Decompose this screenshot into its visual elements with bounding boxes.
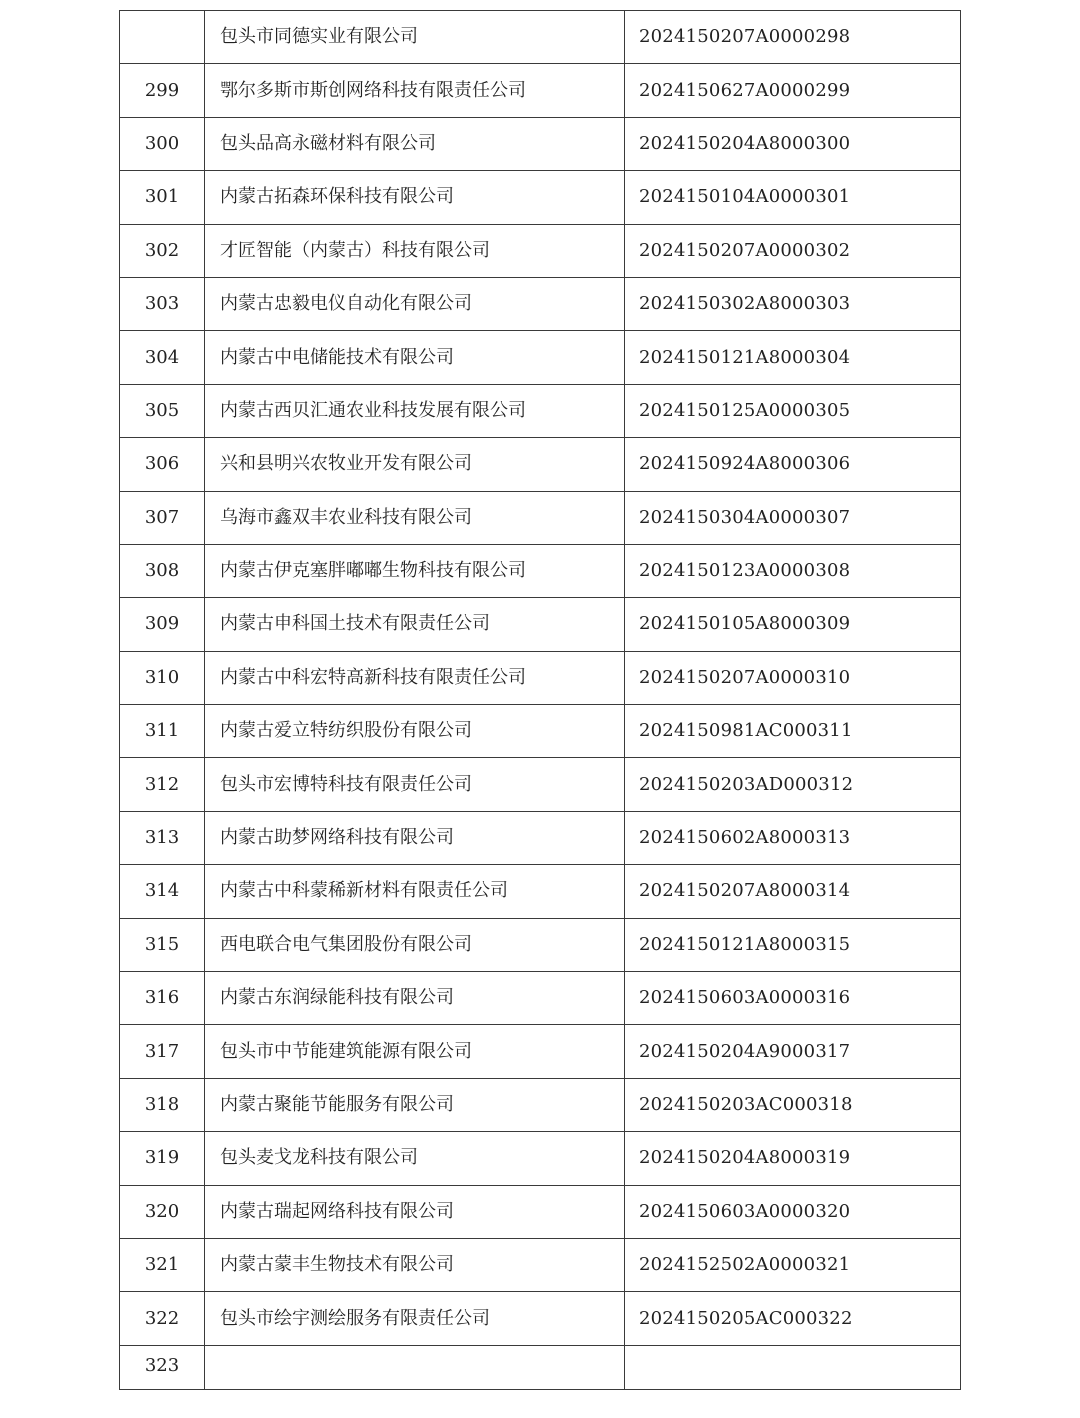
company-name: 内蒙古中科宏特高新科技有限责任公司 xyxy=(205,651,625,704)
table-row xyxy=(120,11,961,64)
table-row xyxy=(120,1132,961,1185)
table-row xyxy=(120,972,961,1025)
row-number: 318 xyxy=(120,1078,205,1131)
table-row xyxy=(120,331,961,384)
registration-code: 2024150603A0000320 xyxy=(625,1185,961,1238)
table-row xyxy=(120,1238,961,1291)
company-name: 包头麦戈龙科技有限公司 xyxy=(205,1132,625,1185)
company-name xyxy=(205,1345,625,1389)
company-name: 包头市绘宇测绘服务有限责任公司 xyxy=(205,1292,625,1345)
row-number: 317 xyxy=(120,1025,205,1078)
table-row xyxy=(120,438,961,491)
row-number: 319 xyxy=(120,1132,205,1185)
registration-code: 2024150603A0000316 xyxy=(625,972,961,1025)
registration-code: 2024150123A0000308 xyxy=(625,544,961,597)
table-row xyxy=(120,277,961,330)
company-name: 内蒙古申科国土技术有限责任公司 xyxy=(205,598,625,651)
table-row xyxy=(120,598,961,651)
registration-code: 2024150204A8000300 xyxy=(625,117,961,170)
row-number: 323 xyxy=(120,1345,205,1389)
company-name: 内蒙古忠毅电仪自动化有限公司 xyxy=(205,277,625,330)
table-row xyxy=(120,1025,961,1078)
table-row xyxy=(120,384,961,437)
company-name: 包头市中节能建筑能源有限公司 xyxy=(205,1025,625,1078)
company-name: 内蒙古蒙丰生物技术有限公司 xyxy=(205,1238,625,1291)
registration-code: 2024150205AC000322 xyxy=(625,1292,961,1345)
row-number: 312 xyxy=(120,758,205,811)
company-name: 包头市宏博特科技有限责任公司 xyxy=(205,758,625,811)
company-name: 内蒙古聚能节能服务有限公司 xyxy=(205,1078,625,1131)
row-number xyxy=(120,11,205,64)
registration-code: 2024150104A0000301 xyxy=(625,171,961,224)
row-number: 315 xyxy=(120,918,205,971)
row-number: 310 xyxy=(120,651,205,704)
registration-code: 2024150602A8000313 xyxy=(625,811,961,864)
table-row xyxy=(120,224,961,277)
registration-code xyxy=(625,1345,961,1389)
row-number: 305 xyxy=(120,384,205,437)
company-name: 鄂尔多斯市斯创网络科技有限责任公司 xyxy=(205,64,625,117)
table-row xyxy=(120,705,961,758)
registration-code: 2024150204A8000319 xyxy=(625,1132,961,1185)
registration-code: 2024150207A0000298 xyxy=(625,11,961,64)
table-row xyxy=(120,1078,961,1131)
row-number: 301 xyxy=(120,171,205,224)
row-number: 306 xyxy=(120,438,205,491)
row-number: 316 xyxy=(120,972,205,1025)
registration-code: 2024150121A8000315 xyxy=(625,918,961,971)
table-row xyxy=(120,918,961,971)
table-row xyxy=(120,651,961,704)
registry-table-container xyxy=(119,10,960,1390)
row-number: 304 xyxy=(120,331,205,384)
row-number: 302 xyxy=(120,224,205,277)
company-name: 内蒙古中科蒙稀新材料有限责任公司 xyxy=(205,865,625,918)
company-name: 内蒙古助梦网络科技有限公司 xyxy=(205,811,625,864)
company-name: 内蒙古西贝汇通农业科技发展有限公司 xyxy=(205,384,625,437)
row-number: 313 xyxy=(120,811,205,864)
registration-code: 2024150924A8000306 xyxy=(625,438,961,491)
table-row xyxy=(120,758,961,811)
row-number: 320 xyxy=(120,1185,205,1238)
row-number: 322 xyxy=(120,1292,205,1345)
row-number: 314 xyxy=(120,865,205,918)
table-body xyxy=(120,11,961,1390)
row-number: 303 xyxy=(120,277,205,330)
registration-code: 2024150207A0000302 xyxy=(625,224,961,277)
row-number: 307 xyxy=(120,491,205,544)
registration-code: 2024150105A8000309 xyxy=(625,598,961,651)
table-row xyxy=(120,811,961,864)
company-name: 内蒙古拓森环保科技有限公司 xyxy=(205,171,625,224)
table-row xyxy=(120,1185,961,1238)
row-number: 321 xyxy=(120,1238,205,1291)
company-name: 内蒙古爱立特纺织股份有限公司 xyxy=(205,705,625,758)
registration-code: 2024150207A8000314 xyxy=(625,865,961,918)
registration-code: 2024150304A0000307 xyxy=(625,491,961,544)
table-row xyxy=(120,865,961,918)
company-name: 内蒙古中电储能技术有限公司 xyxy=(205,331,625,384)
registration-code: 2024150125A0000305 xyxy=(625,384,961,437)
table-row xyxy=(120,64,961,117)
table-row xyxy=(120,171,961,224)
row-number: 308 xyxy=(120,544,205,597)
registration-code: 2024152502A0000321 xyxy=(625,1238,961,1291)
table-row xyxy=(120,1345,961,1389)
company-name: 乌海市鑫双丰农业科技有限公司 xyxy=(205,491,625,544)
company-name: 西电联合电气集团股份有限公司 xyxy=(205,918,625,971)
company-name: 内蒙古伊克塞胖嘟嘟生物科技有限公司 xyxy=(205,544,625,597)
company-name: 内蒙古瑞起网络科技有限公司 xyxy=(205,1185,625,1238)
table-row xyxy=(120,1292,961,1345)
row-number: 300 xyxy=(120,117,205,170)
registration-code: 2024150627A0000299 xyxy=(625,64,961,117)
registration-code: 2024150204A9000317 xyxy=(625,1025,961,1078)
registration-code: 2024150203AD000312 xyxy=(625,758,961,811)
table-row xyxy=(120,491,961,544)
registration-code: 2024150203AC000318 xyxy=(625,1078,961,1131)
company-name: 包头品高永磁材料有限公司 xyxy=(205,117,625,170)
row-number: 299 xyxy=(120,64,205,117)
registration-code: 2024150981AC000311 xyxy=(625,705,961,758)
registration-code: 2024150121A8000304 xyxy=(625,331,961,384)
registration-code: 2024150302A8000303 xyxy=(625,277,961,330)
table-row xyxy=(120,544,961,597)
company-name: 才匠智能（内蒙古）科技有限公司 xyxy=(205,224,625,277)
row-number: 309 xyxy=(120,598,205,651)
registration-code: 2024150207A0000310 xyxy=(625,651,961,704)
company-name: 内蒙古东润绿能科技有限公司 xyxy=(205,972,625,1025)
company-name: 包头市同德实业有限公司 xyxy=(205,11,625,64)
table-row xyxy=(120,117,961,170)
row-number: 311 xyxy=(120,705,205,758)
company-name: 兴和县明兴农牧业开发有限公司 xyxy=(205,438,625,491)
company-registry-table xyxy=(119,10,961,1390)
